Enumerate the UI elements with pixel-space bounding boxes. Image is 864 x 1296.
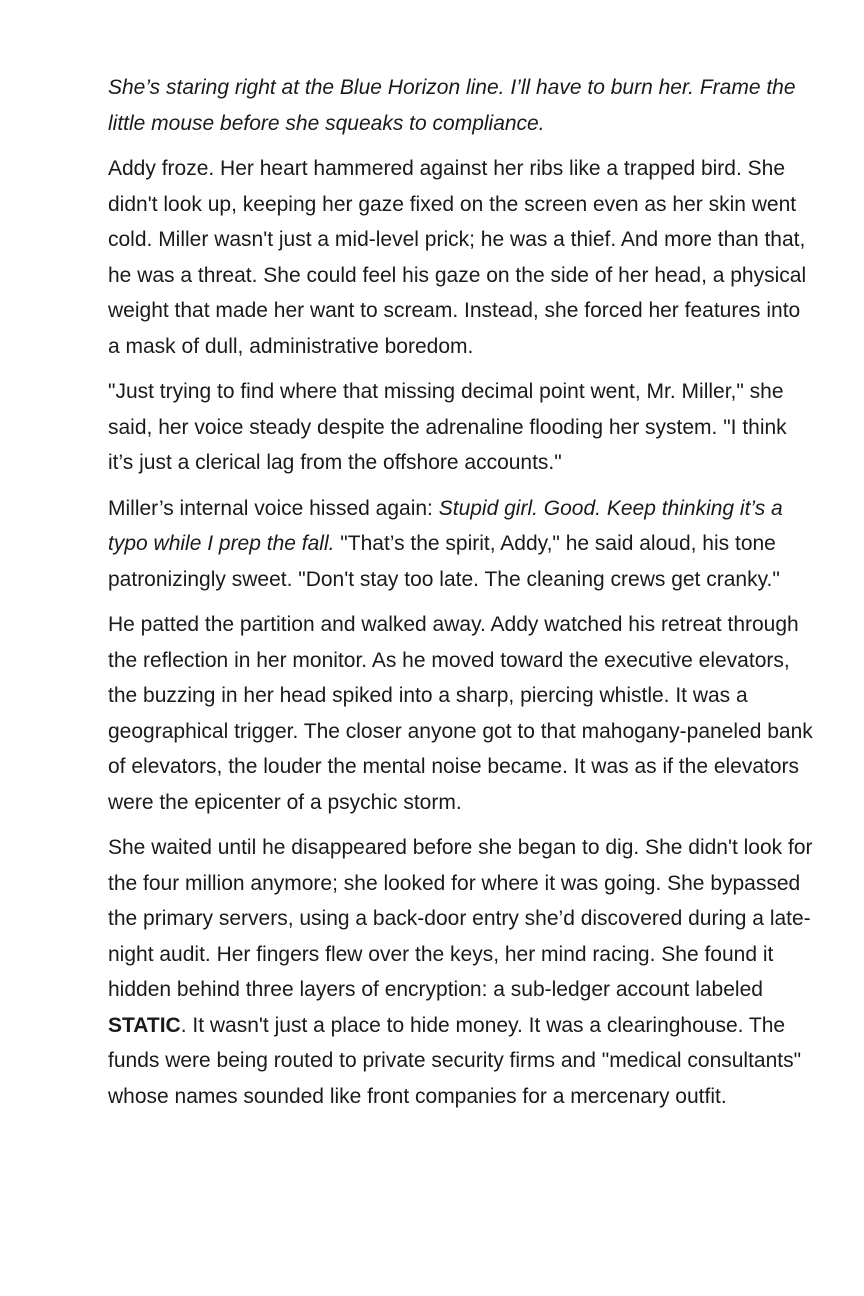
paragraph-tail-text: "That’s the spirit, Addy," he said aloud, his tone patronizingly sweet. "Don't stay too late. The cleaning crews get cranky." bbox=[108, 532, 780, 591]
paragraph-dialogue-addy bbox=[108, 374, 816, 481]
paragraph-lead-text: She waited until he disappeared before she began to dig. She didn't look for the four million anymore; she looked for where it was going. She bypassed the primary servers, using a back-door entry she’d discovered during a late-night audit. Her fingers flew over the keys, her mind racing. She found it hidden behind three layers of encryption: a sub-ledger account labeled bbox=[108, 836, 813, 1001]
paragraph-addy-froze bbox=[108, 151, 816, 364]
paragraph-internal-thought bbox=[108, 70, 816, 141]
paragraph-text: He patted the partition and walked away. Addy watched his retreat through the reflection in her monitor. As he moved toward the executive elevators, the buzzing in her head spiked into a sharp, piercing whistle. It was a geographical trigger. The closer anyone got to that mahogany-paneled bank of elevators, the louder the mental noise became. It was as if the elevators were the epicenter of a psychic storm. bbox=[108, 613, 813, 814]
document-page bbox=[108, 70, 816, 1124]
paragraph-text: "Just trying to find where that missing decimal point went, Mr. Miller," she said, her voice steady despite the adrenaline flooding her system. "I think it’s just a clerical lag from the offshore accounts." bbox=[108, 380, 787, 474]
paragraph-miller-voice bbox=[108, 491, 816, 598]
paragraph-tail-text: . It wasn't just a place to hide money. It was a clearinghouse. The funds were being routed to private security firms and "medical consultants" whose names sounded like front companies for a mercenary outfit. bbox=[108, 1013, 802, 1108]
paragraph-elevators bbox=[108, 607, 816, 820]
bold-text: STATIC bbox=[108, 1013, 181, 1037]
paragraph-static-account bbox=[108, 830, 816, 1114]
italic-text: She’s staring right at the Blue Horizon line. I’ll have to burn her. Frame the little mouse before she squeaks to compliance. bbox=[108, 76, 796, 135]
paragraph-lead-text: Miller’s internal voice hissed again: bbox=[108, 496, 439, 520]
paragraph-text: Addy froze. Her heart hammered against her ribs like a trapped bird. She didn't look up, keeping her gaze fixed on the screen even as her skin went cold. Miller wasn't just a mid-level prick; he was a thief. And more than that, he was a threat. She could feel his gaze on the side of her head, a physical weight that made her want to scream. Instead, she forced her features into a mask of dull, administrative boredom. bbox=[108, 157, 807, 358]
italic-text: Stupid girl. Good. Keep thinking it’s a typo while I prep the fall. bbox=[108, 496, 783, 555]
